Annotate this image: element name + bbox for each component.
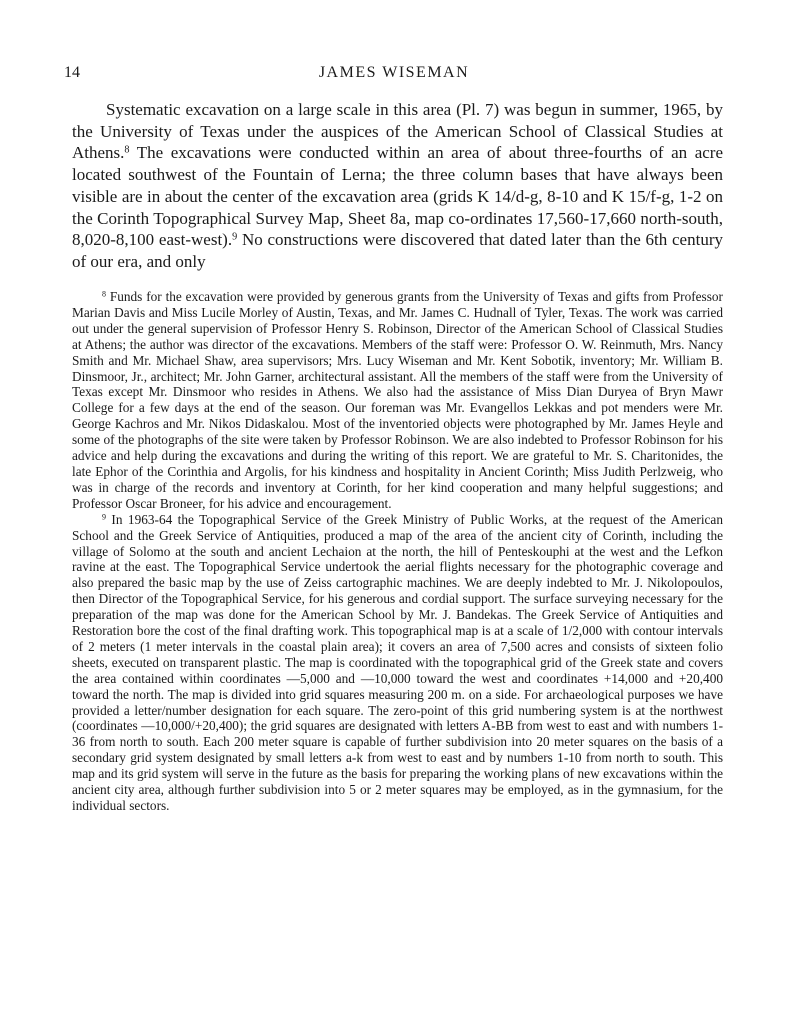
body-text-part-1: Systematic excavation on a large scale in this area (Pl. 7) was begun in summer, 1965, by the University of Texas under the auspices of the American School of Classical Studies at Athens. bbox=[72, 100, 723, 163]
footnote-9 bbox=[72, 512, 723, 814]
body-text-part-2: The excavations were conducted within an area of about three-fourths of an acre located southwest of the Fountain of Lerna; the three column bases that have always been visible are in about the center of the excavation area (grids K 14/d-g, 8-10 and K 15/f-g, 1-2 on the Corinth Topographical Survey Map, Sheet 8a, map co-ordinates 17,560-17,660 north-south, 8,020-8,100 east-west). bbox=[72, 143, 723, 250]
footnote-8 bbox=[72, 289, 723, 512]
footnote-text: Funds for the excavation were provided by generous grants from the University of Texas and gifts from Professor Marian Davis and Miss Lucile Morley of Austin, Texas, and Mr. James C. Hudnall of Tyler, Texas. The work was carried out under the general supervision of Professor Henry S. Robinson, Director of the American School of Classical Studies at Athens; the author was director of the excavations. Members of the staff were: Professor O. W. Reinmuth, Mrs. Nancy Smith and Mr. Michael Shaw, area supervisors; Mrs. Lucy Wiseman and Mr. Kent Sobotik, inventory; Mr. William B. Dinsmoor, Jr., architect; Mr. John Garner, architectural assistant. All the members of the staff were from the University of Texas except Mr. Dinsmoor who resides in Athens. We also had the assistance of Miss Dian Duryea of Bryn Mawr College for a few days at the end of the season. Our foreman was Mr. Evangellos Lekkas and pot menders were Mr. George Kachros and Mr. Nikos Didaskalou. Most of the inventoried objects were photographed by Mr. James Heyle and some of the photographs of the site were taken by Professor Robinson. We are also indebted to Professor Robinson for his advice and help during the excavations and during the writing of this report. We are grateful to Mr. S. Charitonides, the late Ephor of the Corinthia and Argolis, for his kindness and hospitality in Ancient Corinth; Miss Judith Perlzweig, who was in charge of the records and inventory at Corinth, for her kind cooperation and many helpful suggestions; and Professor Oscar Broneer, for his advice and encouragement. bbox=[72, 289, 723, 511]
footnote-number: 8 bbox=[102, 289, 106, 299]
body-paragraph bbox=[72, 99, 723, 273]
page-number: 14 bbox=[64, 64, 80, 81]
footnote-ref-9: 9 bbox=[232, 231, 238, 243]
running-head bbox=[64, 64, 724, 86]
footnote-ref-8: 8 bbox=[124, 144, 130, 156]
running-title: JAMES WISEMAN bbox=[318, 64, 470, 81]
footnote-number: 9 bbox=[102, 512, 106, 522]
footnotes bbox=[72, 289, 723, 814]
footnote-text: In 1963-64 the Topographical Service of the Greek Ministry of Public Works, at the request of the American School and the Greek Service of Antiquities, produced a map of the area of the ancient city of Corinth, including the village of Solomo at the south and ancient Lechaion at the north, the hill of Penteskouphi at the west and the Lefkon ravine at the east. The Topographical Service undertook the aerial flights necessary for the photographic coverage and also prepared the basic map by the use of Zeiss cartographic machines. We are deeply indebted to Mr. J. Nikolopoulos, then Director of the Topographical Service, for his generous and cordial support. The surface surveying necessary for the preparation of the map was done for the American School by Mr. J. Bandekas. The Greek Service of Antiquities and Restoration bore the cost of the final drafting work. This topographical map is at a scale of 1/2,000 with contour intervals of 2 meters (1 meter intervals in the coastal plain area); it covers an area of 7,500 acres and consists of sixteen folio sheets, executed on transparent plastic. The map is coordinated with the topographical grid of the Greek state and covers the area contained within coordinates —5,000 and —10,000 toward the west and coordinates +14,000 and +20,400 toward the north. The map is divided into grid squares measuring 200 m. on a side. For archaeological purposes we have provided a letter/number designation for each square. The zero-point of this grid numbering system is at the northwest (coordinates —10,000/+20,400); the grid squares are designated with letters A-BB from west to east and with numbers 1-36 from north to south. Each 200 meter square is capable of further subdivision into 20 meter squares on the basis of a secondary grid system designated by small letters a-k from west to east and by numbers 1-10 from north to south. This map and its grid system will serve in the future as the basis for preparing the working plans of new excavations within the ancient city area, although further subdivision into 5 or 2 meter squares may be employed, as in the gymnasium, for the individual sectors. bbox=[72, 511, 723, 813]
body-text-part-3: No constructions were discovered that dated later than the 6th century of our era, and only bbox=[72, 230, 723, 271]
